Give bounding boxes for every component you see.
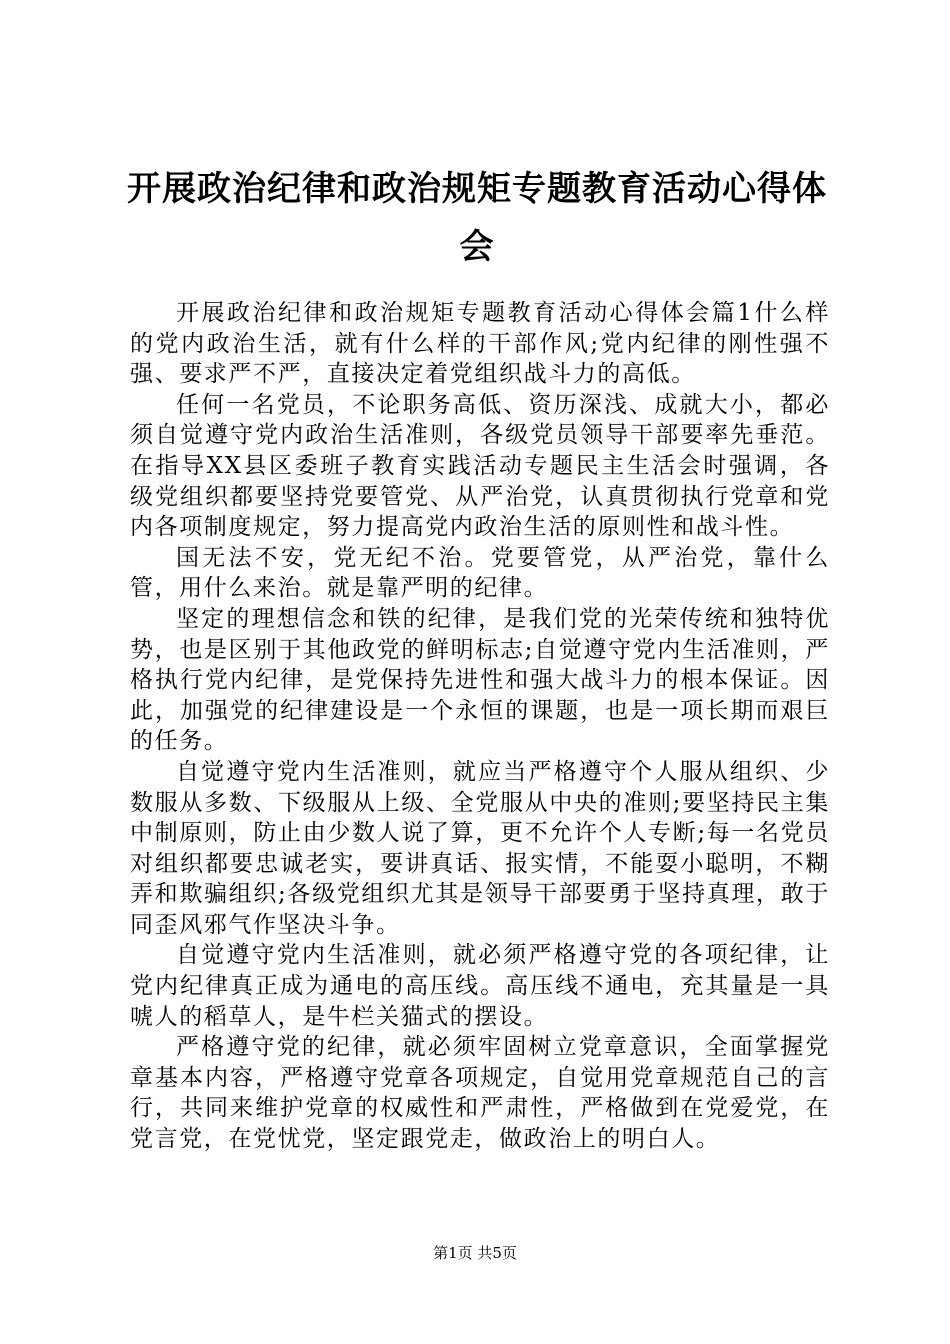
paragraph-1: 开展政治纪律和政治规矩专题教育活动心得体会篇1什么样的党内政治生活，就有什么样的干部作风;党内纪律的刚性强不强、要求严不严，直接决定着党组织战斗力的高低。 [130, 300, 830, 388]
paragraph-5: 自觉遵守党内生活准则，就应当严格遵守个人服从组织、少数服从多数、下级服从上级、全党服从中央的准则;要坚持民主集中制原则，防止由少数人说了算，更不允许个人专断;每一名党员对组织都要忠诚老实，要讲真话、报实情，不能耍小聪明，不糊弄和欺骗组织;各级党组织尤其是领导干部要勇于坚持真理，敢于同歪风邪气作坚决斗争。 [130, 758, 830, 938]
paragraph-7: 严格遵守党的纪律，就必须牢固树立党章意识，全面掌握党章基本内容，严格遵守党章各项规定，自觉用党章规范自己的言行，共同来维护党章的权威性和严肃性，严格做到在党爱党，在党言党，在党忧党，坚定跟党走，做政治上的明白人。 [130, 1034, 830, 1153]
document-body [130, 298, 830, 1155]
paragraph-3: 国无法不安，党无纪不治。党要管党，从严治党，靠什么管，用什么来治。就是靠严明的纪律。 [130, 544, 830, 602]
paragraph-4: 坚定的理想信念和铁的纪律，是我们党的光荣传统和独特优势，也是区别于其他政党的鲜明标志;自觉遵守党内生活准则，严格执行党内纪律，是党保持先进性和强大战斗力的根本保证。因此，加强党的纪律建设是一个永恒的课题，也是一项长期而艰巨的任务。 [130, 605, 830, 755]
paragraph-2: 任何一名党员，不论职务高低、资历深浅、成就大小，都必须自觉遵守党内政治生活准则，各级党员领导干部要率先垂范。在指导XX县区委班子教育实践活动专题民主生活会时强调，各级党组织都要坚持党要管党、从严治党，认真贯彻执行党章和党内各项制度规定，努力提高党内政治生活的原则性和战斗性。 [130, 391, 830, 541]
document-title: 开展政治纪律和政治规矩专题教育活动心得体会 [127, 169, 827, 267]
page-number-footer: 第1页 共5页 [433, 1244, 517, 1262]
paragraph-6: 自觉遵守党内生活准则，就必须严格遵守党的各项纪律，让党内纪律真正成为通电的高压线。高压线不通电，充其量是一具唬人的稻草人，是牛栏关猫式的摆设。 [130, 942, 830, 1030]
